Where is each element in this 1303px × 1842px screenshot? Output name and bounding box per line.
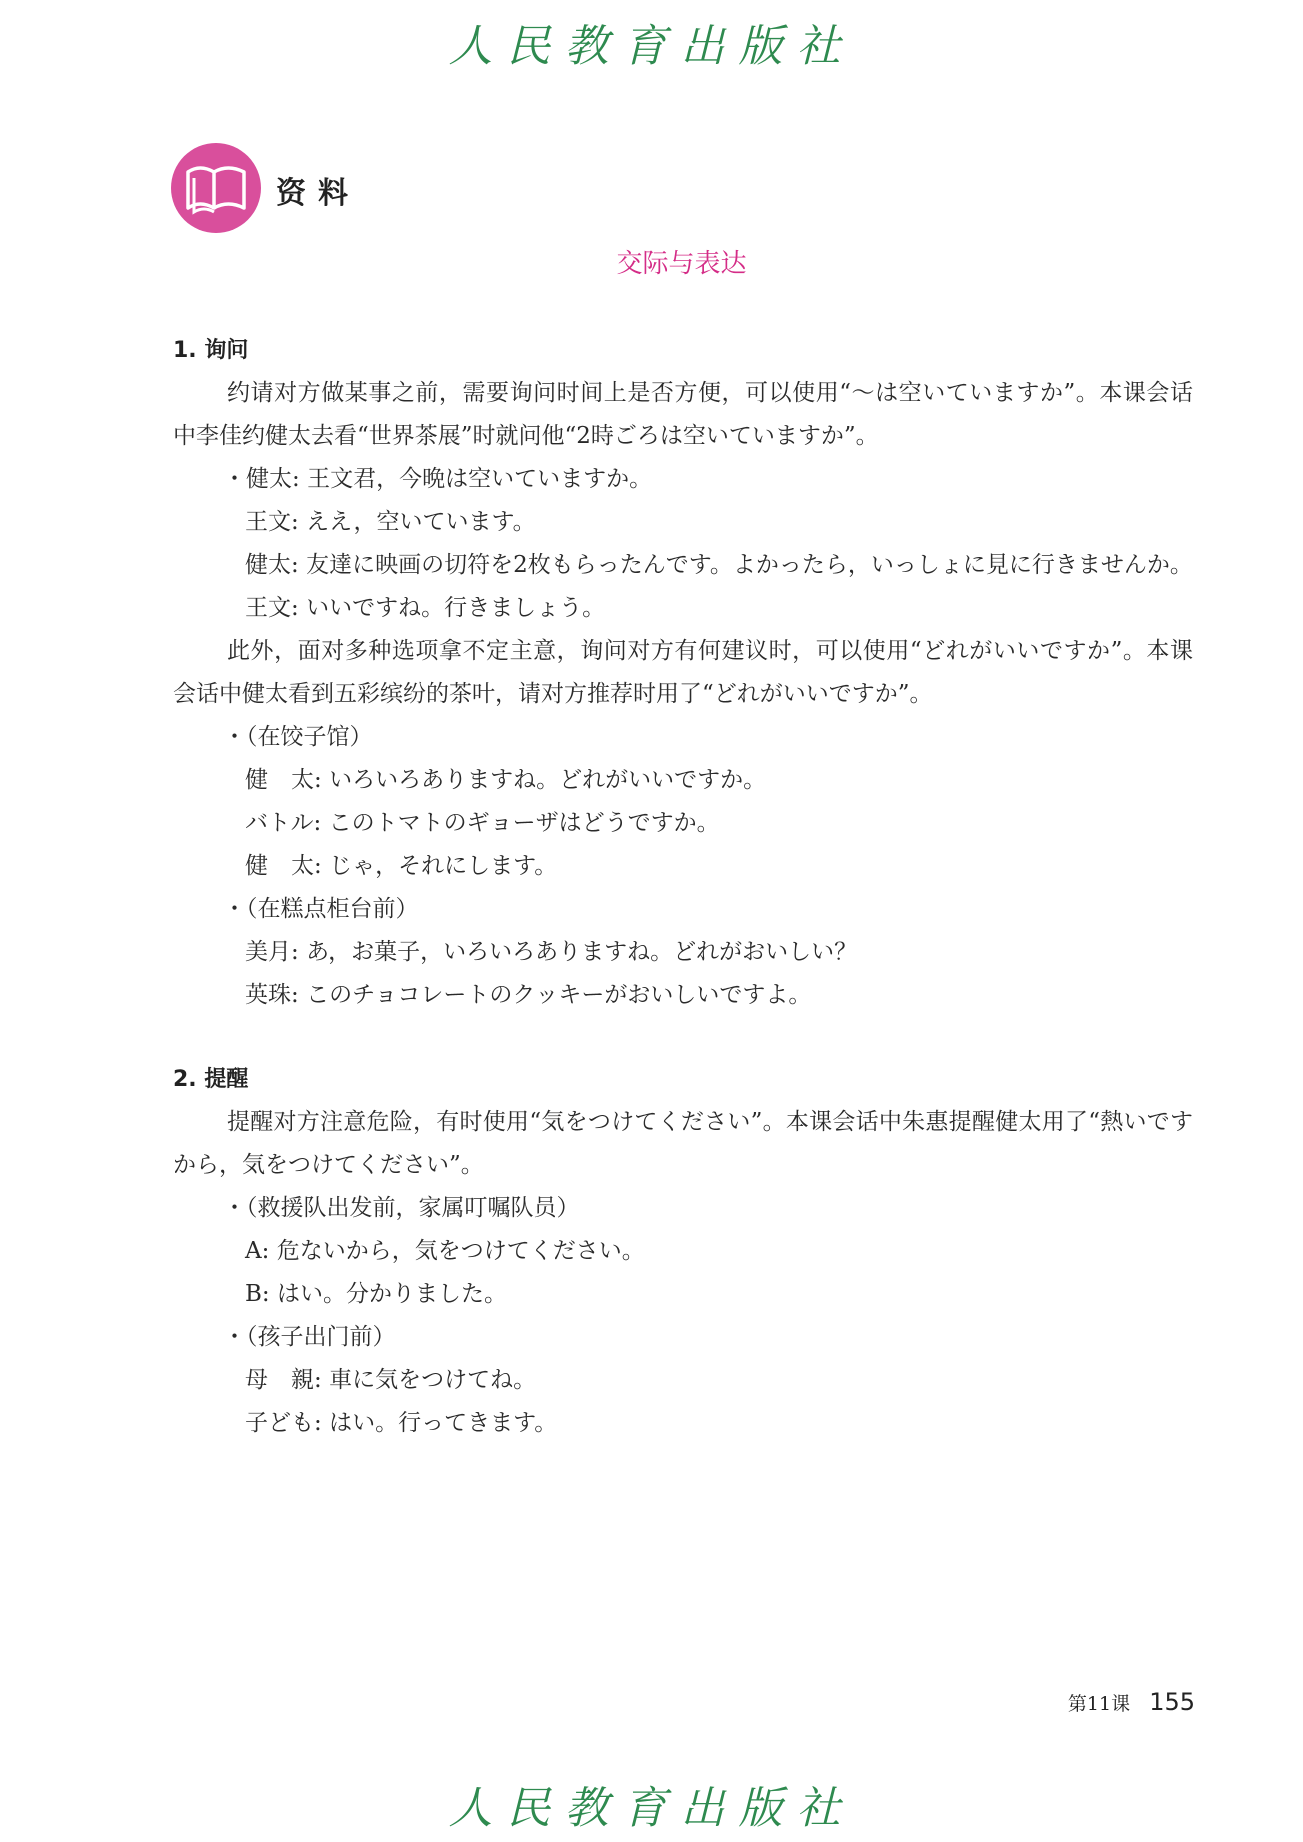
context-note: ・（在糕点柜台前）	[223, 896, 419, 922]
speaker: 健 太	[245, 767, 314, 793]
heading-reminder: 2. 提醒	[173, 1067, 249, 1092]
page-subtitle: 交际与表达	[616, 249, 747, 279]
speaker: 英珠	[245, 982, 291, 1008]
utterance: 友達に映画の切符を2枚もらったんです。よかったら，いっしょに見に行きませんか。	[306, 552, 1193, 578]
utterance: 危ないから，気をつけてください。	[276, 1238, 645, 1264]
lesson-label: 第11课	[1067, 1693, 1131, 1715]
utterance: 車に気をつけてね。	[329, 1367, 537, 1393]
section-title: 资料	[276, 176, 360, 211]
speaker: 王文	[245, 595, 291, 621]
utterance: ええ，空いています。	[306, 509, 536, 535]
utterance: あ，お菓子，いろいろありますね。どれがおいしい？	[306, 939, 858, 965]
utterance: このチョコレートのクッキーがおいしいですよ。	[306, 982, 812, 1008]
main-content	[173, 330, 1193, 1445]
utterance: このトマトのギョーザはどうですか。	[328, 810, 720, 836]
page-number: 155	[1149, 1688, 1195, 1716]
context-note: ・（救援队出发前，家属叮嘱队员）	[223, 1195, 580, 1221]
open-book-icon	[170, 142, 262, 234]
heading-inquiry: 1. 询问	[173, 338, 249, 363]
context-note: ・（在饺子馆）	[223, 724, 373, 750]
dialogue-line: B : はい。分かりました。	[245, 1273, 1193, 1316]
dialogue-line: 健 太 : いろいろありますね。どれがいいですか。	[245, 759, 1193, 802]
dialogue-line: 健 太 : じゃ，それにします。	[245, 845, 1193, 888]
dialogue-line: 王文 : ええ，空いています。	[245, 501, 1193, 544]
paragraph: 提醒对方注意危险，有时使用“気をつけてください”。本课会话中朱惠提醒健太用了“熱いですから，気をつけてください”。	[173, 1109, 1193, 1178]
context-note: ・（孩子出门前）	[223, 1324, 396, 1350]
dialogue-line: ・健太 : 王文君，今晩は空いていますか。	[223, 458, 1193, 501]
paragraph: 约请对方做某事之前，需要询问时间上是否方便，可以使用“～は空いていますか”。本课会话中李佳约健太去看“世界茶展”时就问他“2時ごろは空いていますか”。	[173, 380, 1193, 449]
speaker: 健 太	[245, 853, 314, 879]
utterance: はい。行ってきます。	[329, 1410, 558, 1436]
utterance: はい。分かりました。	[276, 1281, 507, 1307]
speaker: 美月	[245, 939, 291, 965]
utterance: 王文君，今晩は空いていますか。	[307, 466, 653, 492]
speaker: 王文	[245, 509, 291, 535]
dialogue-line: 美月 : あ，お菓子，いろいろありますね。どれがおいしい？	[245, 931, 1193, 974]
speaker: 健太	[245, 552, 291, 578]
page-footer	[1068, 1688, 1195, 1716]
dialogue-line: バトル : このトマトのギョーザはどうですか。	[245, 802, 1193, 845]
speaker: 母 親	[245, 1367, 314, 1393]
dialogue-line: 母 親 : 車に気をつけてね。	[245, 1359, 1193, 1402]
dialogue-line: 王文 : いいですね。行きましょう。	[245, 587, 1193, 630]
dialogue-line: 健太 : 友達に映画の切符を2枚もらったんです。よかったら，いっしょに見に行きませんか。	[245, 544, 1193, 587]
publisher-watermark-bottom: 人民教育出版社	[448, 1783, 855, 1834]
speaker: バトル	[245, 810, 314, 836]
paragraph: 此外，面对多种选项拿不定主意，询问对方有何建议时，可以使用“どれがいいですか”。本课会话中健太看到五彩缤纷的茶叶，请对方推荐时用了“どれがいいですか”。	[173, 638, 1193, 707]
dialogue-line: A : 危ないから，気をつけてください。	[245, 1230, 1193, 1273]
publisher-watermark-top: 人民教育出版社	[448, 21, 855, 72]
speaker: B	[245, 1281, 262, 1307]
utterance: いろいろありますね。どれがいいですか。	[329, 767, 767, 793]
speaker: ・健太	[223, 466, 292, 492]
speaker: 子ども	[245, 1410, 314, 1436]
dialogue-line: 英珠 : このチョコレートのクッキーがおいしいですよ。	[245, 974, 1193, 1017]
dialogue-line: 子ども : はい。行ってきます。	[245, 1402, 1193, 1445]
utterance: いいですね。行きましょう。	[306, 595, 606, 621]
utterance: じゃ，それにします。	[329, 853, 558, 879]
speaker: A	[245, 1238, 262, 1264]
